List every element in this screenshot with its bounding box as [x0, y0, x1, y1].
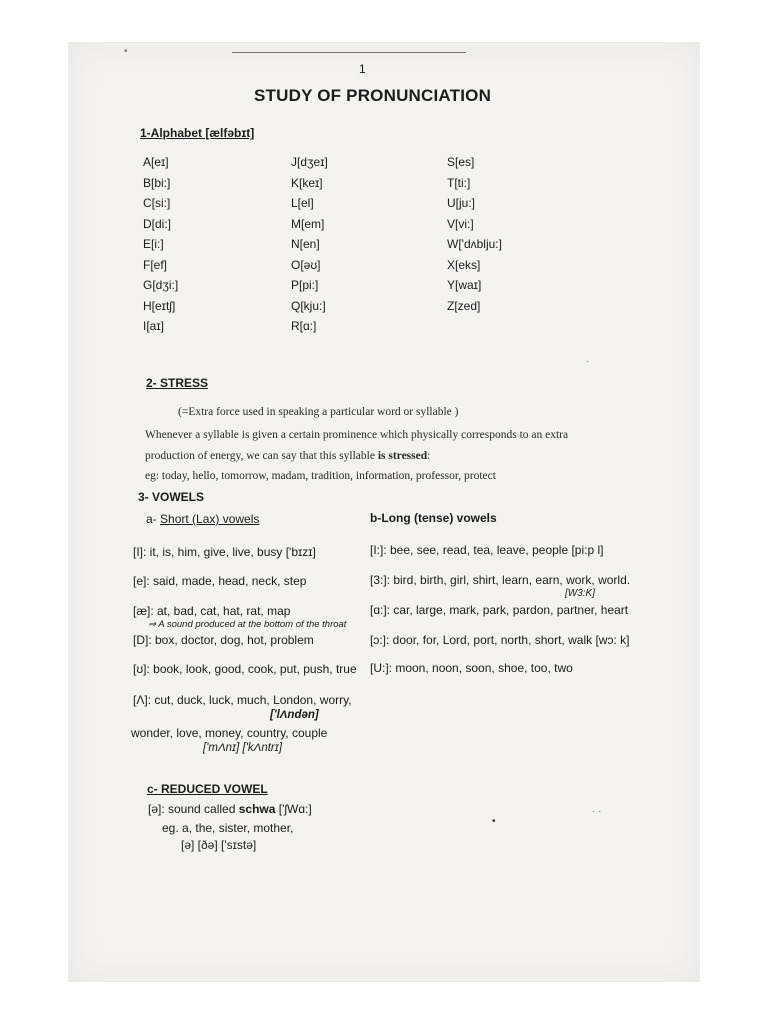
alphabet-letter: J[dʒeɪ] [291, 155, 328, 169]
alphabet-letter: L[el] [291, 196, 314, 210]
long-vowels-heading: b-Long (tense) vowels [370, 511, 497, 525]
stress-text-line-2: production of energy, we can say that this syllable is stressed: [145, 450, 431, 462]
throat-note: ⇒ A sound produced at the bottom of the throat [148, 619, 347, 630]
stress-definition: (=Extra force used in speaking a particular word or syllable ) [178, 406, 459, 418]
london-phonetic: ['lΛndən] [270, 709, 319, 721]
alphabet-letter: H[eɪtʃ] [143, 298, 176, 313]
alphabet-letter: U[ju:] [447, 196, 476, 210]
wonder-line: wonder, love, money, country, couple [131, 726, 328, 740]
alphabet-letter: D[di:] [143, 216, 172, 231]
alphabet-letter: Q[kju:] [291, 298, 326, 313]
short-vowel-i: [I]: it, is, him, give, live, busy ['bɪzɪ] [133, 545, 316, 559]
stress-heading: 2- STRESS [146, 376, 209, 390]
alphabet-letter: R[ɑ:] [291, 319, 317, 333]
world-phonetic: [W3:K] [565, 588, 596, 599]
alphabet-letter: Y[waɪ] [447, 278, 482, 292]
stress-examples: eg: today, hello, tomorrow, madam, tradition, information, professor, protect [145, 470, 496, 482]
alphabet-letter: N[en] [291, 237, 320, 251]
long-vowel-o: [ɔ:]: door, for, Lord, port, north, short, walk [wɔ: k] [370, 633, 630, 647]
schwa-line: [ə]: sound called schwa ['ʃWɑ:] [148, 802, 312, 816]
scan-speck: • [124, 46, 128, 57]
alphabet-letter: O[əʊ] [291, 257, 321, 272]
schwa-phonetics: [ə] [ðə] ['sɪstə] [181, 838, 257, 852]
alphabet-letter: C[si:] [143, 196, 171, 210]
long-vowel-i: [I:]: bee, see, read, tea, leave, people [pi:p l] [370, 543, 604, 557]
alphabet-letter: V[vi:] [447, 216, 474, 231]
alphabet-letter: I[aɪ] [143, 319, 164, 333]
short-vowel-ae: [æ]: at, bad, cat, hat, rat, map [133, 604, 291, 618]
alphabet-letter: B[bi:] [143, 175, 171, 190]
alphabet-letter: K[keɪ] [291, 175, 323, 190]
scan-speck: · · [592, 806, 602, 817]
schwa-examples: eg. a, the, sister, mother, [162, 821, 294, 835]
long-vowel-u: [U:]: moon, noon, soon, shoe, too, two [370, 661, 573, 675]
page-title: STUDY OF PRONUNCIATION [254, 86, 492, 105]
stress-text-line-1: Whenever a syllable is given a certain prominence which physically corresponds to an extra [145, 429, 569, 441]
alphabet-letter: T[ti:] [447, 175, 471, 190]
long-vowel-a: [ɑ:]: car, large, mark, park, pardon, partner, heart [370, 603, 629, 617]
reduced-vowel-heading: c- REDUCED VOWEL [147, 782, 268, 796]
header-rule [232, 52, 466, 53]
alphabet-letter: S[es] [447, 155, 475, 169]
alphabet-letter: F[ef] [143, 257, 168, 272]
short-vowel-u: [ʊ]: book, look, good, cook, put, push, true [133, 662, 357, 676]
alphabet-letter: M[em] [291, 216, 325, 231]
money-country-phonetic: ['mΛnɪ] ['kΛntrɪ] [203, 742, 283, 754]
scan-speck: · [586, 356, 590, 367]
alphabet-heading: 1-Alphabet [ælfəbɪt] [140, 126, 255, 140]
scan-speck: • [492, 816, 496, 827]
alphabet-letter: Z[zed] [447, 298, 481, 313]
long-vowel-3: [3:]: bird, birth, girl, shirt, learn, earn, work, world. [370, 573, 631, 587]
page-number: 1 [359, 62, 366, 76]
alphabet-letter: E[i:] [143, 237, 164, 251]
alphabet-letter: A[eɪ] [143, 155, 169, 169]
alphabet-letter: P[pi:] [291, 278, 319, 292]
short-vowel-o: [D]: box, doctor, dog, hot, problem [133, 633, 314, 647]
vowels-heading: 3- VOWELS [138, 490, 205, 504]
alphabet-letter: W['dʌblju:] [447, 237, 502, 251]
alphabet-letter: X[eks] [447, 257, 481, 272]
short-vowel-caret: [Λ]: cut, duck, luck, much, London, worry, [133, 693, 352, 707]
stressed-term: is stressed [377, 450, 428, 462]
short-vowels-heading: a- Short (Lax) vowels [146, 512, 260, 526]
alphabet-letter: G[dʒi:] [143, 278, 179, 292]
short-vowel-e: [e]: said, made, head, neck, step [133, 574, 307, 588]
schwa-term: schwa [238, 802, 276, 816]
